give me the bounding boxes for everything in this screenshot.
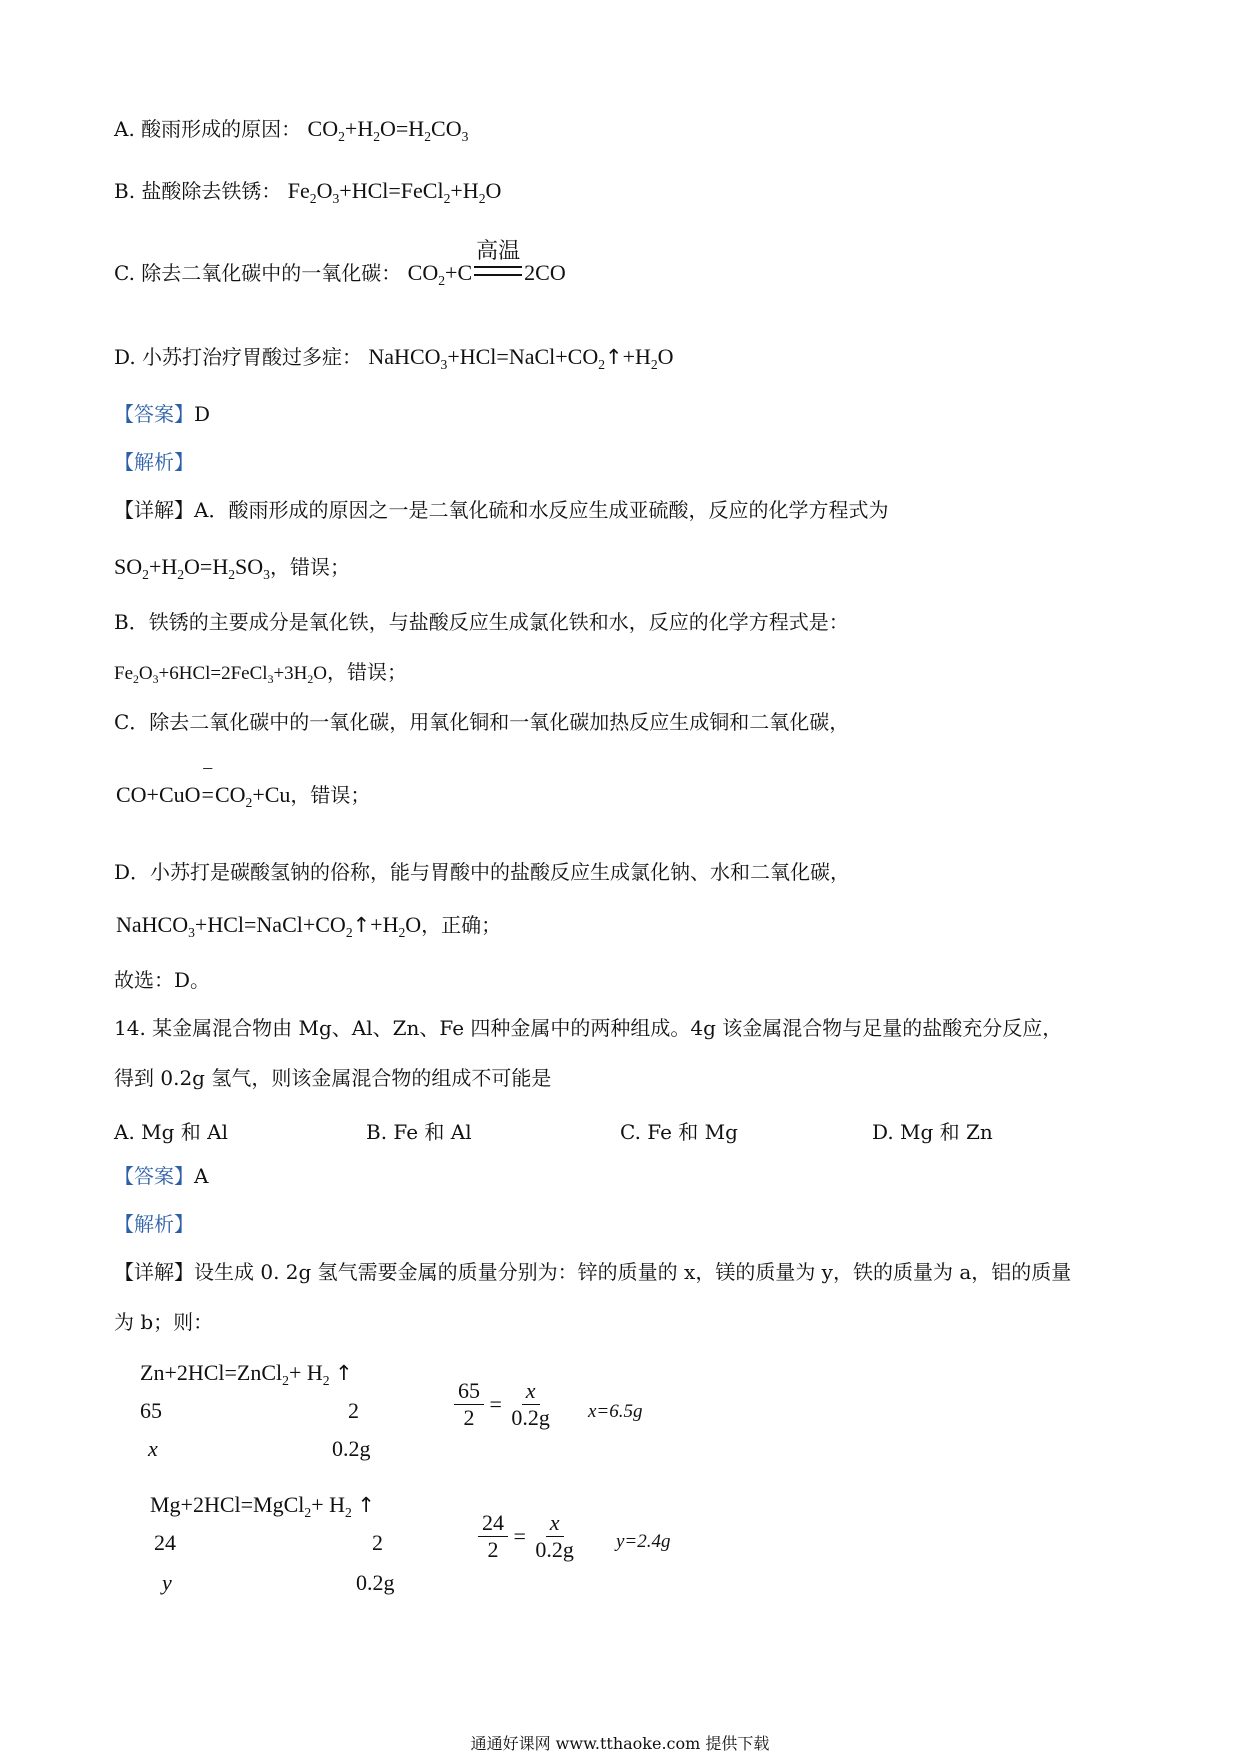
reaction-condition: 高温 (472, 270, 524, 280)
mg-mass-metal: 24 (154, 1530, 176, 1555)
analysis-14 (114, 1214, 194, 1234)
mg-given-mass: 0.2g (356, 1570, 395, 1595)
detail-13-b-equation-line (114, 660, 408, 687)
detail-13-d-text: D．小苏打是碳酸氢钠的俗称，能与胃酸中的盐酸反应生成氯化钠、水和二氧化碳， (114, 860, 851, 884)
option-13-d (114, 344, 674, 372)
answer-value: D (194, 402, 211, 426)
analysis-13 (114, 452, 194, 472)
answer-tag: 【答案】 (114, 1164, 194, 1188)
detail-13-b-equation: $Fe_2O_3+6HCl=2FeCl_3+3H_2O$ (114, 663, 328, 687)
answer-13 (114, 404, 210, 424)
detail-13-c-text: C．除去二氧化碳中的一氧化碳，用氧化铜和一氧化碳加热反应生成铜和二氧化碳， (114, 710, 850, 734)
analysis-tag: 【解析】 (114, 1212, 194, 1236)
detail-14-line-2: 为 b；则： (114, 1310, 214, 1334)
mg-result: y=2.4g (616, 1531, 671, 1552)
question-14-option-b: B. Fe 和 Al (366, 1120, 472, 1144)
detail-13-a-equation: $SO_2+H_2O=H_2SO_3$ (114, 554, 270, 582)
detail-14-line-1 (114, 1262, 1071, 1282)
analysis-tag: 【解析】 (114, 450, 194, 474)
zn-variable: x (148, 1436, 158, 1461)
detail-13-conclusion: 故选：D。 (114, 968, 211, 992)
detail-13-a (114, 500, 888, 520)
detail-14-text: 设生成 0. 2g 氢气需要金属的质量分别为：锌的质量的 x，镁的质量为 y，铁的质量为 a，铝的质量 (194, 1260, 1072, 1284)
answer-14 (114, 1166, 208, 1186)
zn-mass-metal: 65 (140, 1398, 162, 1423)
detail-13-c-verdict: ，错误； (290, 783, 371, 807)
option-13-c-label: C. 除去二氧化碳中的一氧化碳： (114, 261, 402, 285)
option-13-d-equation: $NaHCO_3+HCl=NaCl+CO_2↑+H_2O$ (368, 344, 674, 372)
option-13-b (114, 178, 502, 206)
mg-variable: y (162, 1570, 172, 1595)
answer-value: A (194, 1164, 209, 1188)
detail-tag: 【详解】 (114, 498, 194, 522)
option-13-d-label: D. 小苏打治疗胃酸过多症： (114, 345, 363, 369)
option-13-c-equation: $CO_2+C$ 高温 2CO (407, 238, 566, 288)
detail-13-a-verdict: ，错误； (269, 555, 350, 579)
mg-proportion: $\frac{24}{2}$ = $\frac{x}{0.2g}$ (478, 1512, 578, 1561)
option-13-a (114, 116, 469, 144)
option-13-a-label: A. 酸雨形成的原因： (114, 117, 302, 141)
question-14-line-2: 得到 0.2g 氢气，则该金属混合物的组成不可能是 (114, 1066, 552, 1090)
detail-13-b-text: B．铁锈的主要成分是氧化铁，与盐酸反应生成氯化铁和水，反应的化学方程式是： (114, 610, 849, 634)
zn-equation: Zn+2HCl=ZnCl$_2$+ $H_2$ ↑ (140, 1360, 353, 1388)
option-13-b-equation: $Fe_2O_3+HCl=FeCl_2+H_2O$ (287, 178, 502, 206)
detail-tag: 【详解】 (114, 1260, 194, 1284)
detail-13-d (114, 862, 850, 882)
detail-13-b-verdict: ，错误； (327, 660, 408, 684)
detail-13-d-equation: $NaHCO_3+HCl=NaCl+CO_2↑+H_2O$ (116, 912, 422, 940)
detail-13-c-equation-line (116, 757, 371, 810)
question-14-option-c: C. Fe 和 Mg (620, 1120, 738, 1144)
detail-13-d-equation-line (116, 912, 502, 940)
page-footer: 通通好课网 www.tthaoke.com 提供下载 (470, 1734, 770, 1753)
option-13-a-equation: $CO_2+H_2O=H_2CO_3$ (307, 116, 469, 144)
detail-13-d-verdict: ，正确； (421, 913, 502, 937)
detail-13-a-equation-line (114, 554, 350, 582)
mg-mass-hydrogen: 2 (372, 1530, 383, 1555)
option-13-b-label: B. 盐酸除去铁锈： (114, 179, 282, 203)
question-14-option-a: A. Mg 和 Al (114, 1120, 228, 1144)
question-14-option-d: D. Mg 和 Zn (872, 1120, 993, 1144)
question-14-line-1: 14. 某金属混合物由 Mg、Al、Zn、Fe 四种金属中的两种组成。4g 该金属混合物与足量的盐酸充分反应， (114, 1016, 1063, 1040)
detail-13-c-equation: CO+CuO – $=CO_2+Cu$ (116, 757, 291, 810)
option-13-c (114, 238, 566, 288)
detail-13-c (114, 712, 849, 732)
zn-mass-hydrogen: 2 (348, 1398, 359, 1423)
zn-given-mass: 0.2g (332, 1436, 371, 1461)
detail-13-a-text: A．酸雨形成的原因之一是二氧化硫和水反应生成亚硫酸，反应的化学方程式为 (194, 498, 889, 522)
detail-13-b (114, 612, 849, 632)
zn-result: x=6.5g (588, 1401, 643, 1422)
mg-equation: Mg+2HCl=MgCl$_2$+ $H_2$ ↑ (150, 1492, 375, 1520)
answer-tag: 【答案】 (114, 402, 194, 426)
zn-proportion: $\frac{65}{2}$ = $\frac{x}{0.2g}$ (454, 1380, 554, 1429)
